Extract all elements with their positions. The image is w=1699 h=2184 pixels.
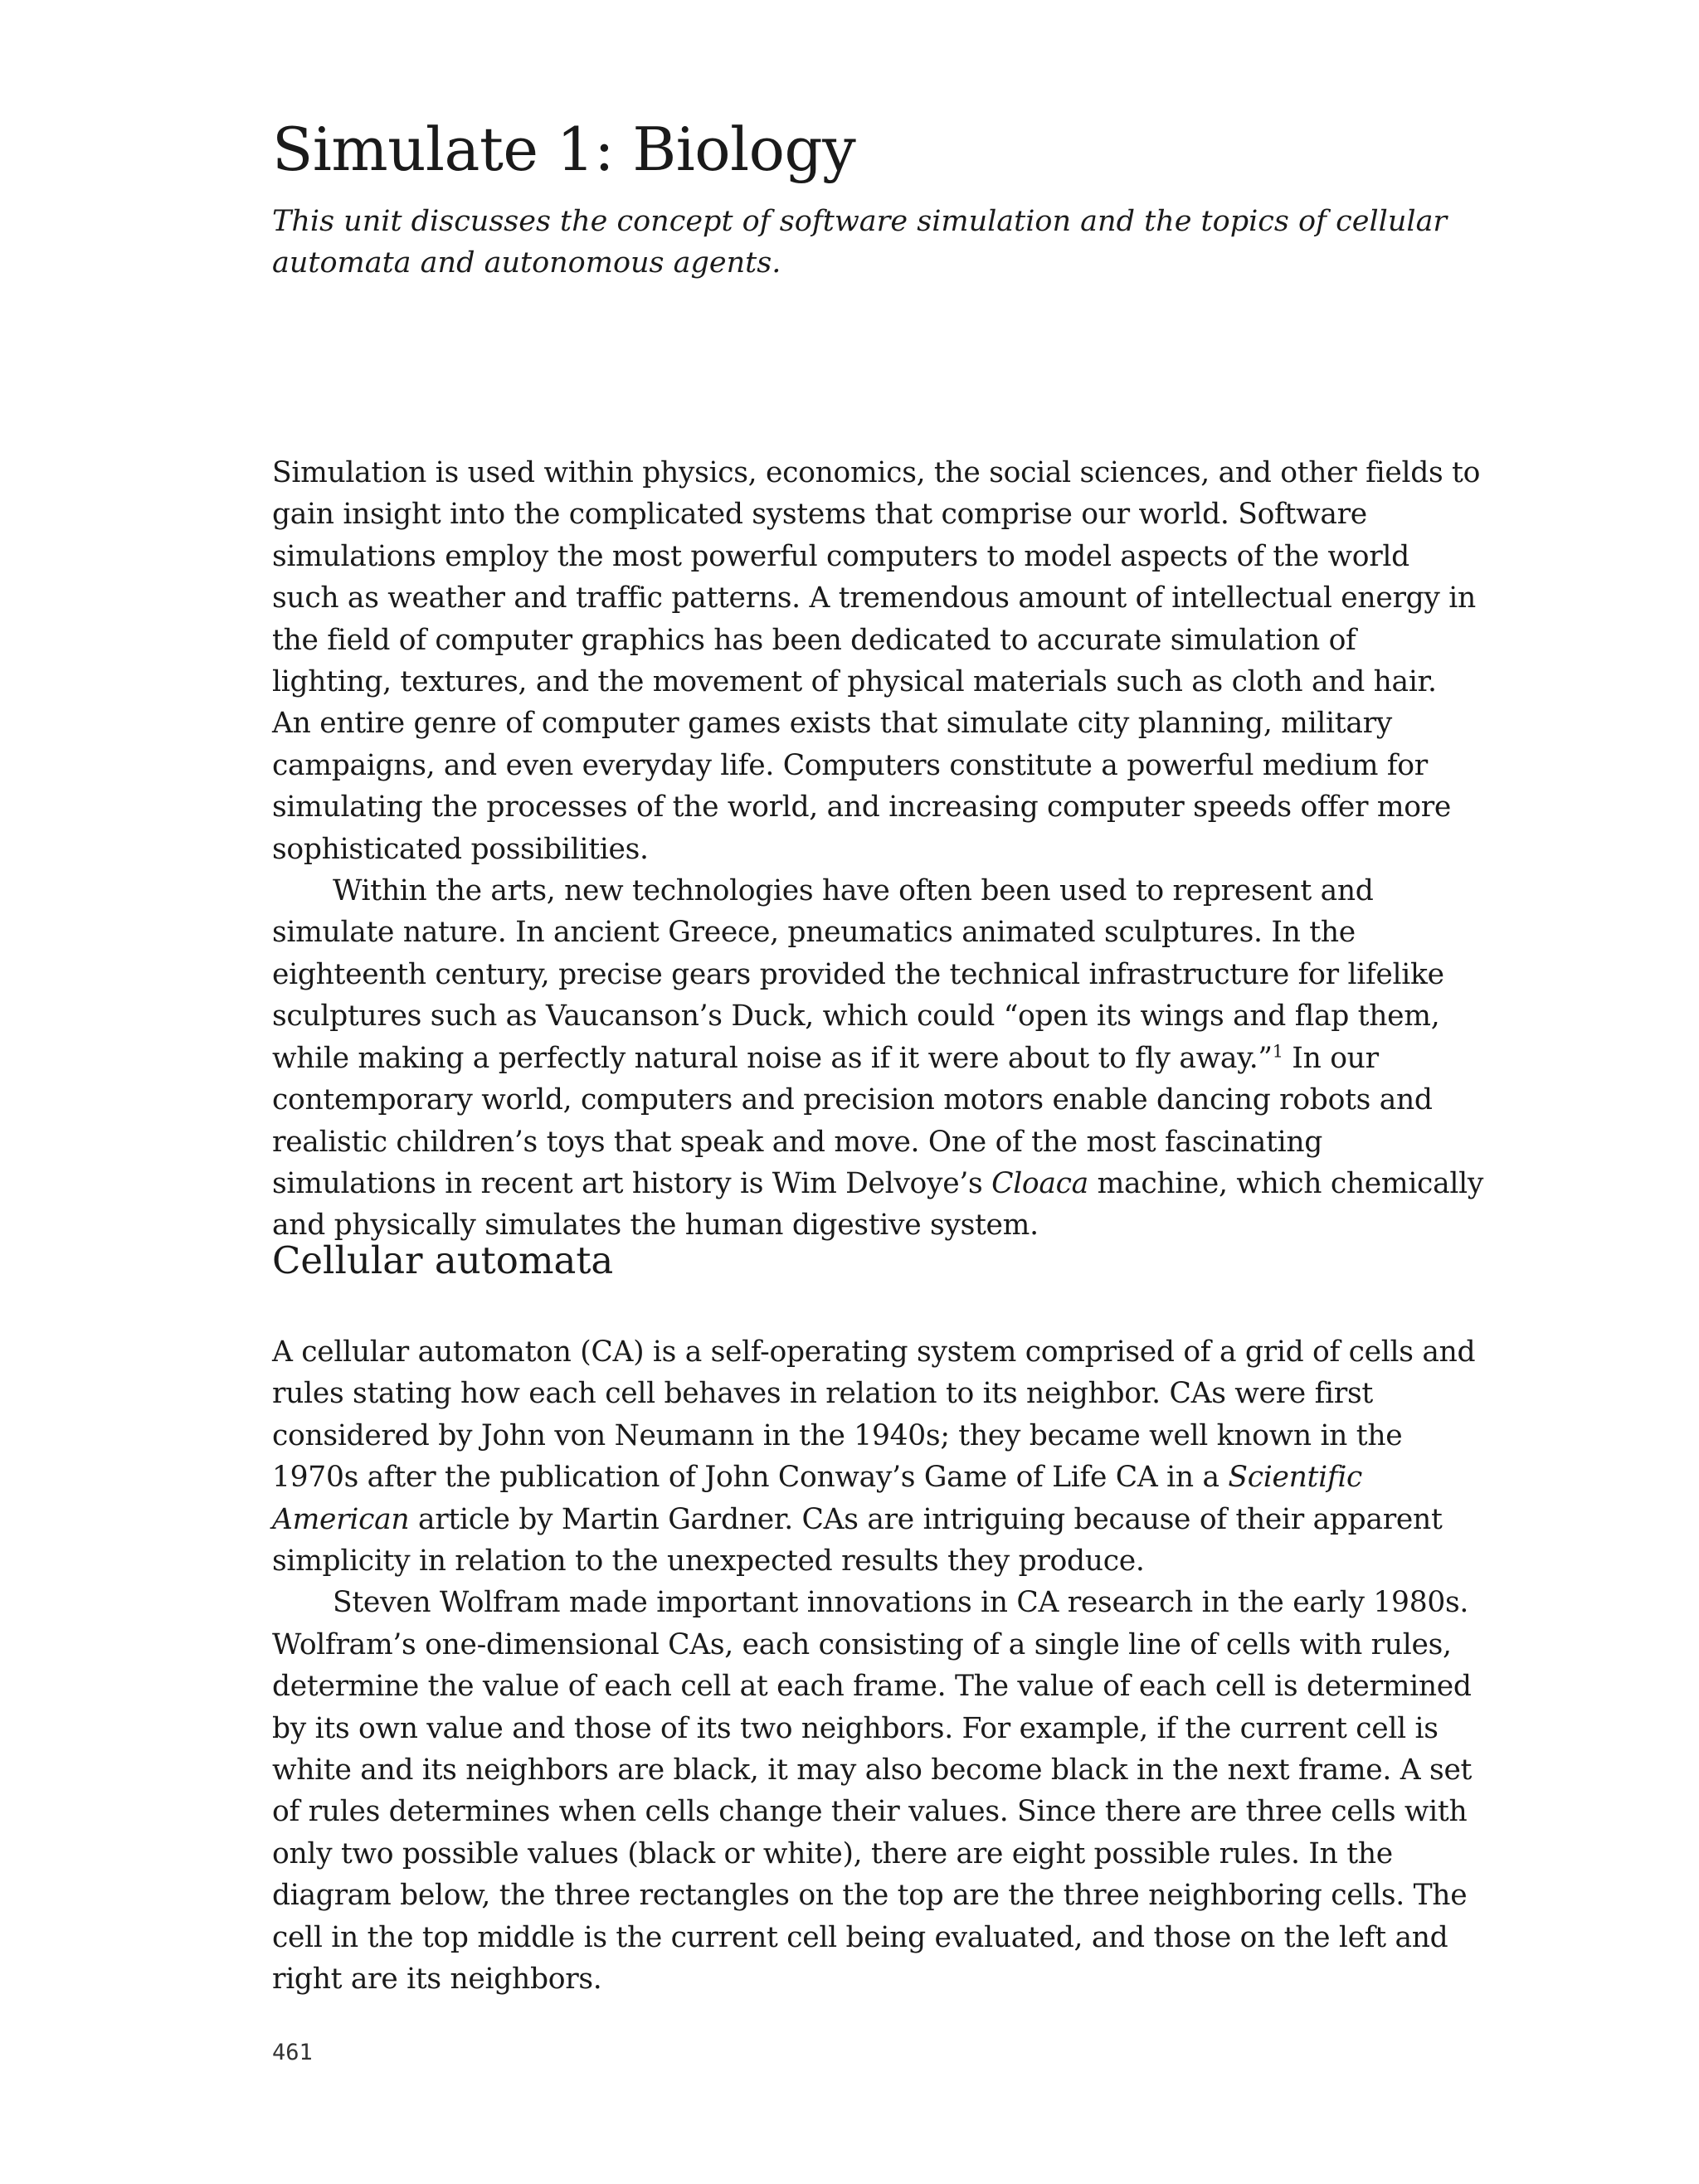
intro-paragraph-2-text-c: machine, which chemically and physically simulates the human digestive system. bbox=[272, 1166, 1484, 1243]
ca-paragraph-1-text-b: article by Martin Gardner. CAs are intriguing because of their apparent simplicity in relation to the unexpected results they produce. bbox=[272, 1502, 1443, 1578]
page-number: 461 bbox=[272, 2040, 313, 2065]
intro-paragraph-2-text-b: In our contemporary world, computers and precision motors enable dancing robots and realistic children’s toys that speak and move. One of the most fascinating simulations in recent art history is Wim Delvoye’s bbox=[272, 1041, 1433, 1200]
section-heading-cellular-automata: Cellular automata bbox=[272, 1238, 614, 1282]
intro-paragraph-1: Simulation is used within physics, economics, the social sciences, and other fields to gain insight into the complicated systems that comprise our world. Software simulations employ the most powerful computers to model aspects of the world such as weather and traffic patterns. A tremendous amount of intellectual energy in the field of computer graphics has been dedicated to accurate simulation of lighting, textures, and the movement of physical materials such as cloth and hair. An entire genre of computer games exists that simulate city planning, military campaigns, and even everyday life. Computers constitute a powerful medium for simulating the processes of the world, and increasing computer speeds offer more sophisticated possibilities. bbox=[272, 456, 1481, 866]
intro-section bbox=[272, 452, 1483, 1247]
ca-paragraph-1 bbox=[272, 1331, 1483, 1582]
page-title: Simulate 1: Biology bbox=[272, 114, 856, 184]
unit-summary: This unit discusses the concept of software simulation and the topics of cellular automata and autonomous agents. bbox=[272, 205, 1448, 280]
footnote-reference: 1 bbox=[1272, 1041, 1283, 1062]
intro-paragraph-2-text-a: Within the arts, new technologies have often been used to represent and simulate nature. In ancient Greece, pneumatics animated sculptures. In the eighteenth century, precise gears provided the technical infrastructure for lifelike sculptures such as Vaucanson’s Duck, which could “open its wings and flap them, while making a perfectly natural noise as if it were about to fly away.” bbox=[272, 874, 1444, 1075]
artwork-title-cloaca: Cloaca bbox=[991, 1166, 1088, 1200]
ca-paragraph-1-text-a: A cellular automaton (CA) is a self-operating system comprised of a grid of cells and rules stating how each cell behaves in relation to its neighbor. CAs were first considered by John von Neumann in the 1940s; they became well known in the 1970s after the publication of John Conway’s Game of Life CA in a bbox=[272, 1335, 1476, 1495]
intro-paragraph-2 bbox=[272, 870, 1483, 1247]
cellular-automata-section bbox=[272, 1331, 1483, 2001]
publication-title-scientific-american: Scientific American bbox=[272, 1461, 1363, 1536]
ca-paragraph-2: Steven Wolfram made important innovations in CA research in the early 1980s. Wolfram’s one-dimensional CAs, each consisting of a single line of cells with rules, determine the value of each cell at each frame. The value of each cell is determined by its own value and those of its two neighbors. For example, if the current cell is white and its neighbors are black, it may also become black in the next frame. A set of rules determines when cells change their values. Since there are three cells with only two possible values (black or white), there are eight possible rules. In the diagram below, the three rectangles on the top are the three neighboring cells. The cell in the top middle is the current cell being evaluated, and those on the left and right are its neighbors. bbox=[272, 1586, 1473, 1997]
